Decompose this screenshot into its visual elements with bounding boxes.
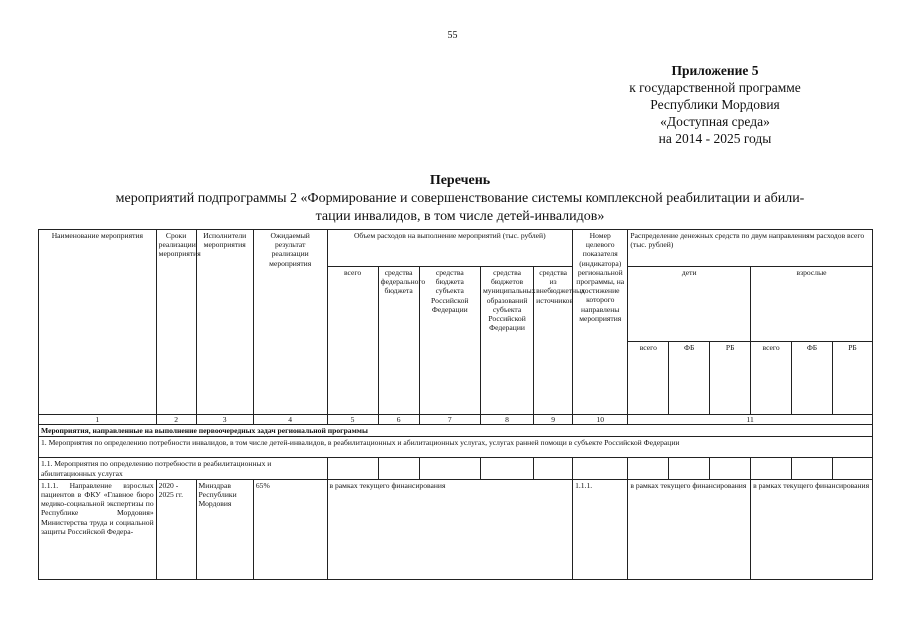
- empty-cell: [573, 458, 628, 479]
- column-number: 4: [253, 415, 327, 425]
- empty-cell: [419, 458, 480, 479]
- header-extra: средства из внебюджетных источников: [534, 267, 573, 415]
- empty-cell: [628, 458, 669, 479]
- heading-line-1: мероприятий подпрограммы 2 «Формирование и совершенствование системы комплексной реабилитации и абили-: [115, 191, 805, 206]
- empty-cell: [669, 458, 710, 479]
- header-distribution: Распределение денежных средств по двум направлениям расходов всего (тыс. рублей): [628, 230, 873, 267]
- column-number: 3: [196, 415, 253, 425]
- column-number: 5: [327, 415, 378, 425]
- empty-cell: [832, 458, 872, 479]
- empty-cell: [710, 458, 751, 479]
- appendix-line-3: «Доступная среда»: [660, 114, 770, 129]
- column-number: 11: [628, 415, 873, 425]
- column-number: 8: [480, 415, 533, 425]
- header-children-fb: ФБ: [669, 342, 710, 415]
- measure-row: [39, 479, 873, 579]
- header-executors: Исполнители мероприятия: [196, 230, 253, 415]
- header-adults-total: всего: [751, 342, 792, 415]
- column-number: 9: [534, 415, 573, 425]
- row-executor: Минздрав Республики Мордовия: [196, 479, 253, 579]
- empty-cell: [327, 458, 378, 479]
- header-federal: средства федерального бюджета: [378, 267, 419, 415]
- column-number: 1: [39, 415, 157, 425]
- header-total: всего: [327, 267, 378, 415]
- subsection-1-1-row: [39, 458, 873, 479]
- document-heading: [40, 172, 880, 226]
- heading-title: Перечень: [429, 173, 491, 188]
- measures-table: [38, 229, 873, 580]
- header-children: дети: [628, 267, 751, 342]
- header-result: Ожидаемый результат реализации мероприятия: [253, 230, 327, 415]
- header-adults-fb: ФБ: [792, 342, 833, 415]
- column-number: 10: [573, 415, 628, 425]
- header-adults-rb: РБ: [832, 342, 872, 415]
- header-terms: Сроки реализации мероприятия: [156, 230, 196, 415]
- column-number: 6: [378, 415, 419, 425]
- subsection-1-1: 1.1. Мероприятия по определению потребности в реабилитационных и абилитационных услугах: [39, 458, 328, 479]
- appendix-line-4: на 2014 - 2025 годы: [658, 131, 772, 146]
- appendix-line-2: Республики Мордовия: [650, 97, 780, 112]
- row-children-financing: в рамках текущего финансирования: [628, 479, 751, 579]
- appendix-title: Приложение 5: [671, 63, 759, 78]
- row-terms: 2020 - 2025 гг.: [156, 479, 196, 579]
- header-children-rb: РБ: [710, 342, 751, 415]
- empty-cell: [534, 458, 573, 479]
- header-indicator: Номер целевого показателя (индикатора) региональной программы, на достижение которого направлены мероприятия: [573, 230, 628, 415]
- page-number: 55: [447, 30, 458, 41]
- row-adults-financing: в рамках текущего финансирования: [751, 479, 873, 579]
- header-expenses: Объем расходов на выполнение мероприятий (тыс. рублей): [327, 230, 573, 267]
- empty-cell: [792, 458, 833, 479]
- section-title: Мероприятия, направленные на выполнение первоочередных задач региональной программы: [39, 425, 873, 437]
- appendix-line-1: к государственной программе: [629, 80, 801, 95]
- column-number: 2: [156, 415, 196, 425]
- header-municipal: средства бюджетов муниципальных образований субъекта Российской Федерации: [480, 267, 533, 415]
- empty-cell: [480, 458, 533, 479]
- row-financing: в рамках текущего финансирования: [327, 479, 573, 579]
- row-indicator: 1.1.1.: [573, 479, 628, 579]
- empty-cell: [751, 458, 792, 479]
- heading-line-2: тации инвалидов, в том числе детей-инвалидов»: [315, 209, 605, 224]
- header-name: Наименование мероприятия: [39, 230, 157, 415]
- row-name: 1.1.1. Направление взрослых пациентов в ФКУ «Главное бюро медико-социальной экспертизы по Республике Мордовия» Министерства труда и социальной защиты Российской Федера-: [39, 479, 157, 579]
- header-adults: взрослые: [751, 267, 873, 342]
- column-number: 7: [419, 415, 480, 425]
- row-result: 65%: [253, 479, 327, 579]
- subsection-1: 1. Мероприятия по определению потребности инвалидов, в том числе детей-инвалидов, в реабилитационных и абилитационных услугах, услугах ранней помощи в субъекте Российской Федерации: [39, 437, 873, 458]
- header-children-total: всего: [628, 342, 669, 415]
- column-numbers-row: [39, 415, 873, 425]
- empty-cell: [378, 458, 419, 479]
- appendix-block: [560, 62, 870, 147]
- header-regional: средства бюджета субъекта Российской Федерации: [419, 267, 480, 415]
